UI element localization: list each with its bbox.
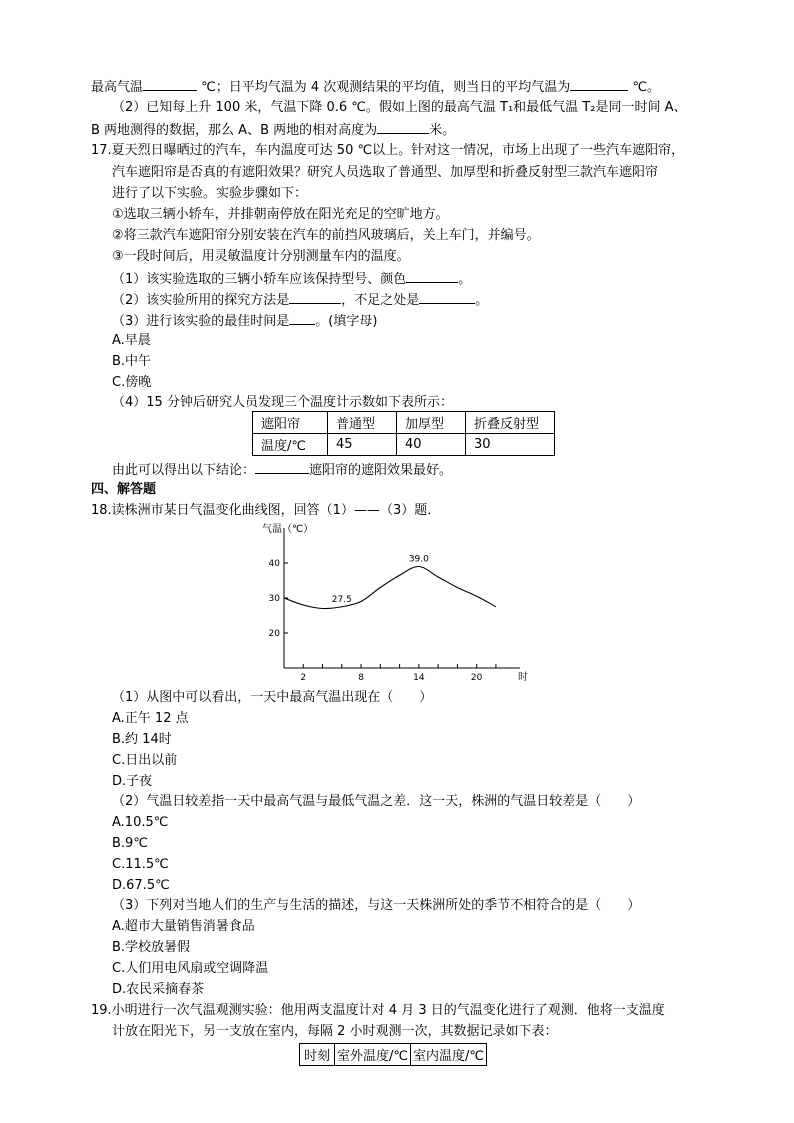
q16-text: ℃；日平均气温为 4 次观测结果的平均值，则当日的平均气温为 — [201, 80, 571, 95]
x-tick-label: 2 — [300, 673, 307, 683]
y-axis-label: 气温（℃） — [262, 524, 314, 535]
table-cell: 遮阳帘 — [253, 412, 328, 434]
q18-part-1: （1）从图中可以看出，一天中最高气温出现在（ ） — [112, 690, 433, 705]
q18-3-option-d: D.农民采摘春茶 — [112, 982, 205, 997]
y-tick-label: 40 — [268, 559, 280, 569]
q17-part-3 — [112, 311, 377, 331]
q19-stem-1: 19.小明进行一次气温观测实验：他用两支温度计对 4 月 3 日的气温变化进行了观测．他将一支温度 — [91, 1003, 665, 1018]
q18-part-2: （2）气温日较差指一天中最高气温与最低气温之差．这一天，株洲的气温日较差是（ ） — [112, 794, 641, 809]
y-tick-label: 20 — [268, 629, 280, 639]
q18-1-option-b: B.约 14时 — [112, 732, 172, 747]
q18-3-option-b: B.学校放暑假 — [112, 940, 191, 955]
answer-blank[interactable] — [377, 120, 429, 134]
table-header-row — [253, 412, 555, 434]
q17-step-2: ②将三款汽车遮阳帘分别安装在汽车的前挡风玻璃后，关上车门，并编号。 — [112, 228, 540, 243]
q18-stem: 18.读株洲市某日气温变化曲线图，回答（1）——（3）题． — [91, 503, 441, 518]
q17-option-a: A.早晨 — [112, 333, 151, 348]
table-cell: 40 — [397, 434, 466, 456]
table-cell: 折叠反射型 — [466, 412, 555, 434]
q18-3-option-c: C.人们用电风扇或空调降温 — [112, 961, 269, 976]
x-tick-label: 8 — [358, 673, 364, 683]
x-axis-label: 时 — [518, 672, 528, 683]
q17-text: 由此可以得出以下结论： — [112, 463, 256, 478]
q16-text: 米。 — [429, 123, 456, 138]
q17-text: 。 — [475, 293, 489, 308]
q17-step-1: ①选取三辆小轿车，并排朝南停放在阳光充足的空旷地方。 — [112, 207, 449, 222]
q17-option-b: B.中午 — [112, 354, 152, 369]
q16-text: B 两地测得的数据，那么 A、B 两地的相对高度为 — [91, 123, 378, 138]
answer-blank[interactable] — [406, 269, 458, 283]
q18-part-3: （3）下列对当地人们的生产与生活的描述，与这一天株洲所处的季节不相符合的是（ ） — [112, 898, 641, 913]
q17-text: 。 — [458, 272, 472, 287]
table-cell: 普通型 — [328, 412, 397, 434]
answer-blank[interactable] — [289, 311, 315, 325]
q17-stem-2: 汽车遮阳帘是否真的有遮阳效果？研究人员选取了普通型、加厚型和折叠反射型三款汽车遮阳帘 — [112, 165, 659, 180]
q18-3-option-a: A.超市大量销售消暑食品 — [112, 919, 255, 934]
q16-text: ℃。 — [632, 80, 661, 95]
y-tick-label: 30 — [268, 594, 280, 604]
table-row — [253, 434, 555, 456]
q16-line-3 — [91, 120, 455, 140]
q17-step-3: ③一段时间后，用灵敏温度计分别测量车内的温度。 — [112, 249, 410, 264]
table-cell: 室外温度/℃ — [335, 1044, 411, 1066]
answer-blank[interactable] — [419, 290, 475, 304]
table-header-row — [300, 1044, 487, 1066]
answer-blank[interactable] — [570, 77, 628, 91]
x-tick-label: 20 — [470, 673, 483, 683]
q18-2-option-c: C.11.5℃ — [112, 857, 169, 872]
table-cell: 30 — [466, 434, 555, 456]
q18-1-option-d: D.子夜 — [112, 774, 153, 789]
q17-text: （3）进行该实验的最佳时间是 — [112, 314, 290, 329]
table-cell: 加厚型 — [397, 412, 466, 434]
q16-line-2: （2）已知每上升 100 米，气温下降 0.6 ℃。假如上图的最高气温 T₁和最低气温 T₂是同一时间 A、 — [112, 100, 687, 115]
answer-blank[interactable] — [143, 77, 197, 91]
q17-table — [252, 411, 555, 456]
q18-1-option-c: C.日出以前 — [112, 753, 178, 768]
q17-stem-1: 17.夏天烈日曝晒过的汽车，车内温度可达 50 ℃以上。针对这一情况，市场上出现了一些汽车遮阳帘， — [91, 143, 685, 158]
q17-part-4: （4）15 分钟后研究人员发现三个温度计示数如下表所示： — [112, 395, 453, 410]
temperature-curve-chart — [258, 520, 528, 686]
q17-part-2 — [112, 290, 488, 310]
q17-conclusion — [112, 460, 452, 480]
answer-blank[interactable] — [255, 460, 309, 474]
q18-1-option-a: A.正午 12 点 — [112, 711, 189, 726]
q18-2-option-a: A.10.5℃ — [112, 815, 169, 830]
section-heading: 四、解答题 — [91, 482, 157, 497]
q17-text: 遮阳帘的遮阳效果最好。 — [309, 463, 453, 478]
q17-part-1 — [112, 269, 471, 289]
table-cell: 45 — [328, 434, 397, 456]
q19-stem-2: 计放在阳光下，另一支放在室内，每隔 2 小时观测一次，其数据记录如下表： — [112, 1024, 558, 1039]
data-label: 39.0 — [408, 554, 429, 565]
q17-text: ，不足之处是 — [341, 293, 420, 308]
q19-table — [299, 1043, 487, 1066]
q17-option-c: C.傍晚 — [112, 375, 152, 390]
table-cell: 室内温度/℃ — [411, 1044, 487, 1066]
x-tick-label: 14 — [413, 673, 425, 683]
q16-line-1 — [91, 77, 660, 97]
data-label: 27.5 — [331, 594, 352, 605]
q16-text: 最高气温 — [91, 80, 144, 95]
table-cell: 时刻 — [300, 1044, 335, 1066]
q17-text: （1）该实验选取的三辆小轿车应该保持型号、颜色 — [112, 272, 407, 287]
table-cell: 温度/℃ — [253, 434, 328, 456]
q17-stem-3: 进行了以下实验。实验步骤如下： — [112, 186, 308, 201]
q17-text: （2）该实验所用的探究方法是 — [112, 293, 290, 308]
answer-blank[interactable] — [289, 290, 341, 304]
temperature-line — [284, 566, 496, 608]
q18-2-option-b: B.9℃ — [112, 836, 148, 851]
q18-2-option-d: D.67.5℃ — [112, 878, 170, 893]
q17-text: 。(填字母) — [315, 314, 378, 329]
